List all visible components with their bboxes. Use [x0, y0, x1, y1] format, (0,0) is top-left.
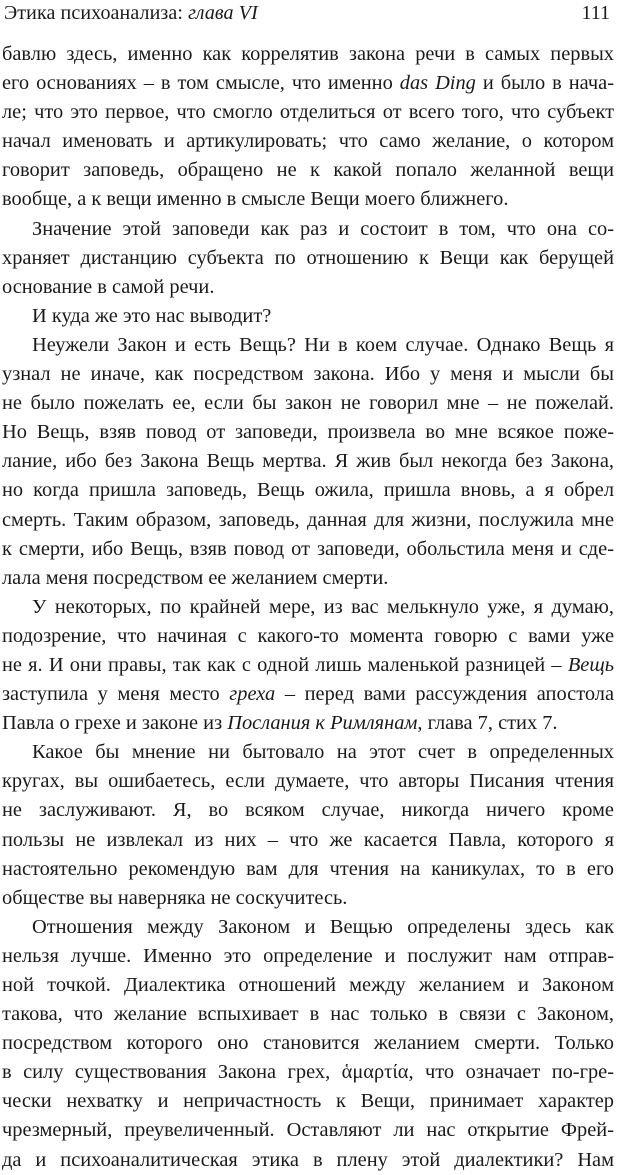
text-line: [2, 273, 614, 302]
text-line: [2, 535, 614, 564]
page-number: 111: [581, 2, 610, 24]
text-line: [2, 884, 614, 913]
text-segment: лание, ибо без Закона Вещь мертва. Я жив был некогда без Закона,: [2, 450, 614, 473]
text-line: [2, 40, 614, 69]
text-segment: нельзя лучше. Именно это определение и послужит нам отправ-: [2, 944, 614, 967]
text-segment: заступила у меня место: [2, 683, 230, 706]
text-line: [2, 767, 614, 796]
text-segment: пользы не извлекал из них – что же касается Павла, которого я: [2, 828, 614, 851]
text-line: [2, 302, 614, 331]
text-line: [2, 389, 614, 418]
text-line: [2, 1087, 614, 1116]
text-line: [2, 622, 614, 651]
text-line: [2, 942, 614, 971]
text-segment: И куда же это нас выводит?: [32, 304, 272, 327]
text-segment: не было пожелать ее, если бы закон не говорил мне – не пожелай.: [2, 392, 614, 415]
text-segment: Какое бы мнение ни бытовало на этот счет в определенных: [32, 741, 614, 764]
text-segment: чески нехватку и непричастность к Вещи, принимает характер: [2, 1090, 614, 1113]
text-segment: в силу существования Закона грех, ἁμαρτία, что означает по-гре-: [2, 1061, 614, 1084]
text-segment: говорит заповедь, обращено не к какой попало желанной вещи: [2, 159, 614, 182]
text-segment: храняет дистанцию субъекта по отношению к Вещи как берущей: [2, 246, 614, 269]
text-segment: Значение этой заповеди как раз и состоит в том, что она со-: [32, 217, 614, 240]
running-title: [4, 2, 258, 25]
text-line: [2, 506, 614, 535]
text-line: [2, 215, 614, 244]
text-segment: не я. И они правы, так как с одной лишь маленькой разницей –: [2, 653, 568, 676]
text-segment: кругах, вы ошибаетесь, если думаете, что авторы Писания чтения: [2, 770, 614, 793]
text-segment: основание в самой речи.: [2, 275, 215, 298]
text-segment: – перед вами рассуждения апостола: [275, 683, 614, 706]
running-header: [4, 2, 610, 28]
text-segment: подозрение, что начиная с какого-то момента говорю с вами уже: [2, 624, 614, 647]
text-segment: настоятельно рекомендую вам для чтения на каникулах, то в его: [2, 857, 614, 880]
italic-text: греха: [229, 683, 276, 706]
text-line: [2, 156, 614, 185]
text-segment: и было в нача-: [475, 72, 614, 95]
text-line: [2, 98, 614, 127]
text-line: [2, 447, 614, 476]
text-segment: ной точкой. Диалектика отношений между желанием и Законом: [2, 974, 614, 996]
text-line: [2, 244, 614, 273]
running-title-chapter: глава VI: [188, 2, 258, 24]
text-segment: узнал не иначе, как посредством закона. Ибо у меня и мысли бы: [2, 363, 614, 386]
text-line: [2, 1146, 614, 1175]
text-segment: вообще, а к вещи именно в смысле Вещи моего ближнего.: [2, 188, 509, 211]
text-line: [2, 69, 614, 98]
text-line: [2, 796, 614, 825]
text-line: [2, 593, 614, 622]
text-line: [2, 331, 614, 360]
text-line: [2, 971, 614, 1000]
text-segment: посредством которого оно становится желанием смерти. Только: [2, 1032, 614, 1055]
text-line: [2, 1000, 614, 1029]
text-line: [2, 1058, 614, 1087]
text-line: [2, 418, 614, 447]
text-line: [2, 680, 614, 709]
italic-text: Вещь: [567, 653, 614, 676]
text-segment: но когда пришла заповедь, Вещь ожила, пришла вновь, а я обрел: [2, 479, 614, 502]
text-line: [2, 826, 614, 855]
text-segment: , глава 7, стих 7.: [417, 712, 558, 735]
text-line: [2, 651, 614, 680]
text-segment: У некоторых, по крайней мере, из вас мелькнуло уже, я думаю,: [32, 595, 614, 618]
text-segment: бавлю здесь, именно как коррелятив закона речи в самых первых: [2, 43, 614, 65]
text-line: [2, 185, 614, 214]
text-line: [2, 913, 614, 942]
body-text: [2, 40, 614, 1175]
text-segment: к смерти, ибо Вещь, взяв повод от заповеди, обольстила меня и сде-: [2, 537, 614, 560]
text-segment: его основаниях – в том смысле, что именно: [2, 72, 400, 95]
text-segment: чрезмерный, преувеличенный. Оставляют ли нас открытие Фрей-: [2, 1119, 614, 1142]
text-segment: Отношения между Законом и Вещью определены здесь как: [32, 915, 614, 938]
italic-text: das Ding: [399, 72, 476, 95]
text-line: [2, 738, 614, 767]
text-segment: Павла о грехе и законе из: [2, 712, 228, 735]
text-segment: Но Вещь, взяв повод от заповеди, произвела во мне всякое поже-: [2, 421, 614, 444]
text-segment: да и психоаналитическая этика в плену этой диалектики? Нам: [2, 1148, 614, 1171]
text-segment: смерть. Таким образом, заповедь, данная для жизни, послужила мне: [2, 508, 614, 531]
text-segment: лала меня посредством ее желанием смерти.: [2, 566, 389, 589]
text-line: [2, 1116, 614, 1145]
text-line: [2, 127, 614, 156]
text-line: [2, 360, 614, 389]
running-title-plain: Этика психоанализа:: [4, 2, 189, 24]
text-line: [2, 564, 614, 593]
text-line: [2, 855, 614, 884]
text-line: [2, 709, 614, 738]
text-segment: такова, что желание вспыхивает в нас только в связи с Законом,: [2, 1003, 614, 1026]
text-segment: Неужели Закон и есть Вещь? Ни в коем случае. Однако Вещь я: [32, 333, 614, 356]
text-line: [2, 1029, 614, 1058]
italic-text: Послания к Римлянам: [227, 712, 418, 735]
text-segment: начал именовать и артикулировать; что само желание, о котором: [2, 130, 614, 153]
text-line: [2, 476, 614, 505]
text-segment: не заслуживают. Я, во всяком случае, никогда ничего кроме: [2, 799, 614, 822]
text-segment: обществе вы наверняка не соскучитесь.: [2, 886, 348, 909]
text-segment: ле; что это первое, что смогло отделиться от всего того, что субъект: [2, 101, 614, 124]
